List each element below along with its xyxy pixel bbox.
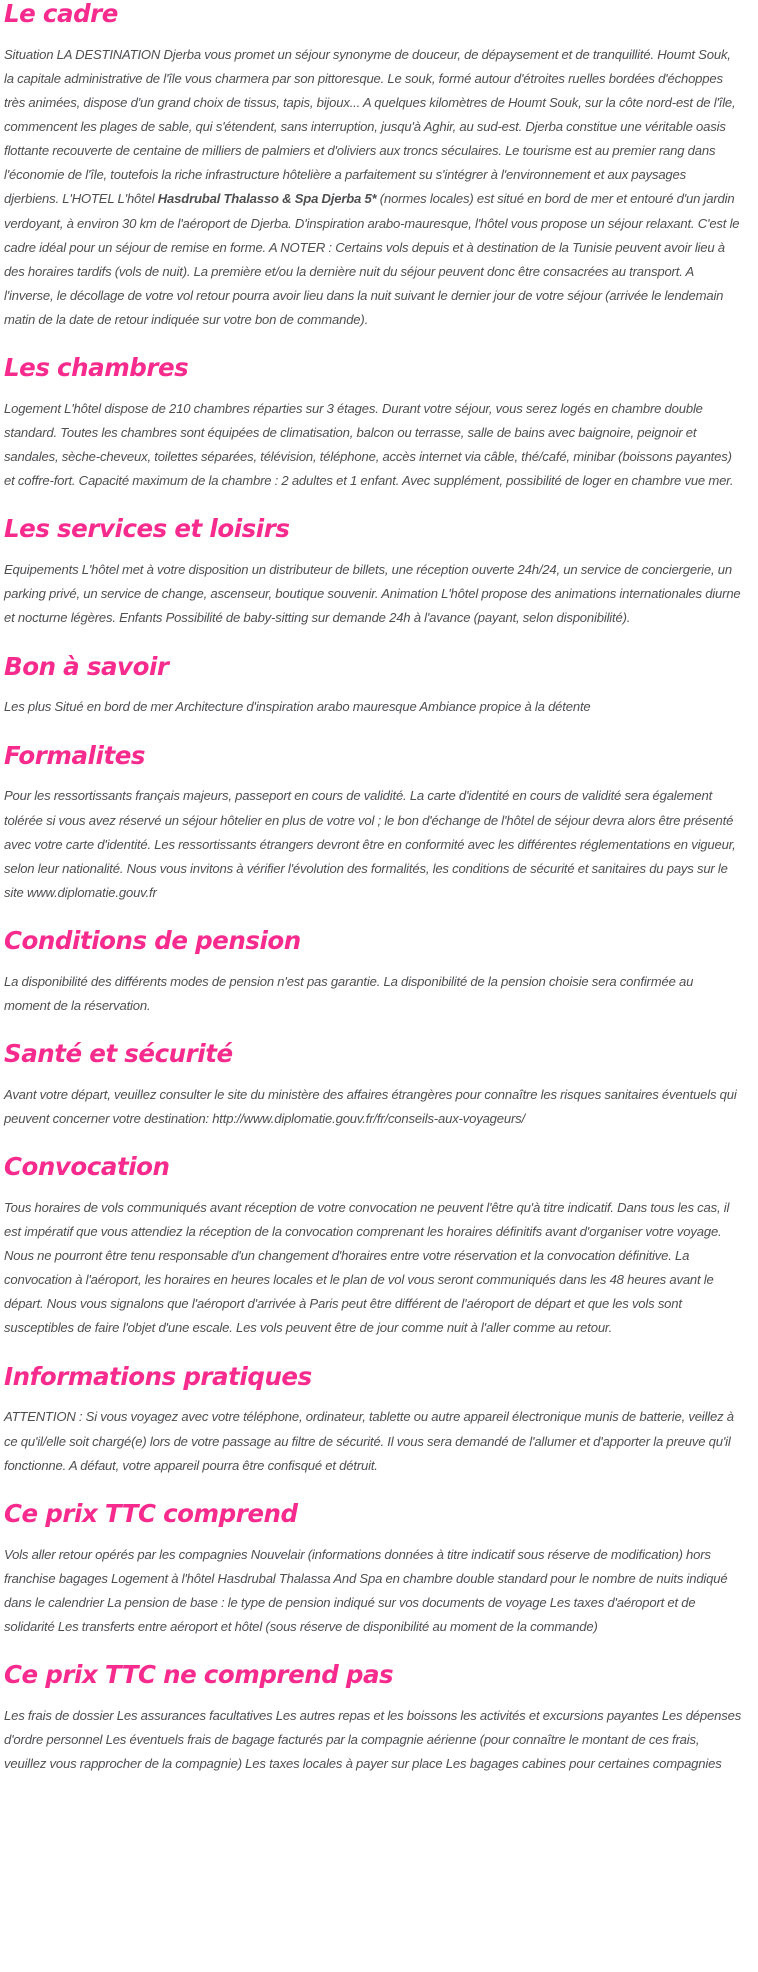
- section-title-le-cadre: Le cadre: [4, 0, 118, 28]
- section-title-sante-et-securite: Santé et sécurité: [4, 1038, 233, 1068]
- section-title-informations-pratiques: Informations pratiques: [4, 1361, 312, 1391]
- hotel-name-bold: Hasdrubal Thalasso & Spa Djerba 5*: [157, 191, 377, 207]
- section-body-ce-prix-ttc-ne-comprend-pas: Les frais de dossier Les assurances facultatives Les autres repas et les boissons les activités et excursions payantes Les dépenses d'ordre personnel Les éventuels frais de bagage facturés par la compagnie aérienne (pour connaître le montant de ces frais, veuillez vous rapprocher de la compagnie) Les taxes locales à payer sur place Les bagages cabines pour certaines compagnies: [4, 1707, 742, 1772]
- section-bon-a-savoir: [4, 653, 742, 720]
- section-ce-prix-ttc-ne-comprend-pas: [4, 1661, 742, 1776]
- section-sante-et-securite: [4, 1040, 742, 1131]
- section-title-ce-prix-ttc-ne-comprend-pas: Ce prix TTC ne comprend pas: [4, 1660, 394, 1689]
- section-convocation: [4, 1153, 742, 1340]
- section-title-ce-prix-ttc-comprend: Ce prix TTC comprend: [4, 1498, 298, 1528]
- section-body-convocation: Tous horaires de vols communiqués avant réception de votre convocation ne peuvent l'être qu'à titre indicatif. Dans tous les cas, il est impératif que vous attendiez la réception de la convocation comprenant les horaires définitifs avant d'organiser votre voyage. Nous ne pourront être tenu responsable d'un changement d'horaires entre votre réservation et la convocation définitive. La convocation à l'aéroport, les horaires en heures locales et le plan de vol vous seront communiqués dans les 48 heures avant le départ. Nous vous signalons que l'aéroport d'arrivée à Paris peut être différent de l'aéroport de départ et que les vols sont susceptibles de faire l'objet d'une escale. Les vols peuvent être de jour comme nuit à l'aller comme au retour.: [4, 1199, 730, 1336]
- section-body-bon-a-savoir: Les plus Situé en bord de mer Architecture d'inspiration arabo mauresque Ambiance propice à la détente: [4, 699, 591, 715]
- section-le-cadre: [4, 0, 742, 332]
- section-title-les-chambres: Les chambres: [4, 353, 189, 383]
- section-body-ce-prix-ttc-comprend: Vols aller retour opérés par les compagnies Nouvelair (informations données à titre indicatif sous réserve de modification) hors franchise bagages Logement à l'hôtel Hasdrubal Thalassa And Spa en chambre double standard pour le nombre de nuits indiqué dans le calendrier La pension de base : le type de pension indiqué sur vos documents de voyage Les taxes d'aéroport et de solidarité Les transferts entre aéroport et hôtel (sous réserve de disponibilité au moment de la commande): [4, 1546, 728, 1634]
- section-body-les-services-et-loisirs: Equipements L'hôtel met à votre disposition un distributeur de billets, une réception ouverte 24h/24, un service de conciergerie, un parking privé, un service de change, ascenseur, boutique souvenir. Animation L'hôtel propose des animations internationales diurne et nocturne légères. Enfants Possibilité de baby-sitting sur demande 24h à l'avance (payant, selon disponibilité).: [4, 562, 741, 626]
- section-les-services-et-loisirs: [4, 515, 742, 630]
- section-body-les-chambres: Logement L'hôtel dispose de 210 chambres réparties sur 3 étages. Durant votre séjour, vous serez logés en chambre double standard. Toutes les chambres sont équipées de climatisation, balcon ou terrasse, salle de bains avec baignoire, peignoir et sandales, sèche-cheveux, toilettes séparées, télévision, téléphone, accès internet via câble, thé/café, minibar (boissons payantes) et coffre-fort. Capacité maximum de la chambre : 2 adultes et 1 enfant. Avec supplément, possibilité de loger en chambre vue mer.: [4, 400, 734, 489]
- body-text-pre: Situation LA DESTINATION Djerba vous promet un séjour synonyme de douceur, de dépaysement et de tranquillité. Houmt Souk, la capitale administrative de l'île vous charmera par son pittoresque. Le souk, formé autour d'étroites ruelles bordées d'échoppes très animées, dispose d'un grand choix de tissus, tapis, bijoux... A quelques kilomètres de Houmt Souk, sur la côte nord-est de l'île, commencent les plages de sable, qui s'étendent, sans interruption, jusqu'à Aghir, au sud-est. Djerba constitue une véritable oasis flottante recouverte de centaine de milliers de palmiers et d'oliviers aux troncs séculaires. Le tourisme est au premier rang dans l'économie de l'île, toutefois la riche infrastructure hôtelière a parfaitement su s'intégrer à l'environnement et aux paysages djerbiens. L'HOTEL L'hôtel: [4, 46, 736, 207]
- section-body-le-cadre: [4, 43, 742, 332]
- section-body-sante-et-securite: Avant votre départ, veuillez consulter le site du ministère des affaires étrangères pour connaître les risques sanitaires éventuels qui peuvent concerner votre destination: http://www.diplomatie.gouv.fr/fr/conseils-aux-voyageurs/: [4, 1086, 737, 1126]
- section-body-informations-pratiques: ATTENTION : Si vous voyagez avec votre téléphone, ordinateur, tablette ou autre appareil électronique munis de batterie, veillez à ce qu'il/elle soit chargé(e) lors de votre passage au filtre de sécurité. Il vous sera demandé de l'allumer et d'apporter la preuve qu'il fonctionne. A défaut, votre appareil pourra être confisqué et détruit.: [4, 1409, 734, 1473]
- section-body-formalites: Pour les ressortissants français majeurs, passeport en cours de validité. La carte d'identité en cours de validité sera également tolérée si vous avez réservé un séjour hôtelier en plus de votre vol ; le bon d'échange de l'hôtel de séjour devra alors être présenté avec votre carte d'identité. Les ressortissants étrangers devront être en conformité avec les différentes réglementations en vigueur, selon leur nationalité. Nous vous invitons à vérifier l'évolution des formalités, les conditions de sécurité et sanitaires du pays sur le site www.diplomatie.gouv.fr: [4, 788, 736, 900]
- section-title-bon-a-savoir: Bon à savoir: [4, 651, 169, 681]
- section-formalites: [4, 742, 742, 905]
- section-title-conditions-de-pension: Conditions de pension: [4, 925, 301, 955]
- section-title-formalites: Formalites: [4, 740, 146, 770]
- section-conditions-de-pension: [4, 927, 742, 1018]
- section-informations-pratiques: [4, 1363, 742, 1478]
- section-ce-prix-ttc-comprend: [4, 1500, 742, 1639]
- section-body-conditions-de-pension: La disponibilité des différents modes de pension n'est pas garantie. La disponibilité de la pension choisie sera confirmée au moment de la réservation.: [4, 973, 694, 1013]
- section-title-les-services-et-loisirs: Les services et loisirs: [4, 514, 290, 544]
- section-title-convocation: Convocation: [4, 1152, 170, 1182]
- section-les-chambres: [4, 354, 742, 493]
- body-text-post: (normes locales) est situé en bord de mer et entouré d'un jardin verdoyant, à environ 30 km de l'aéroport de Djerba. D'inspiration arabo-mauresque, l'hôtel vous propose un séjour relaxant. C'est le cadre idéal pour un séjour de remise en forme. A NOTER : Certains vols depuis et à destination de la Tunisie peuvent avoir lieu à des horaires tardifs (vols de nuit). La première et/ou la dernière nuit du séjour peuvent donc être consacrées au transport. A l'inverse, le décollage de votre vol retour pourra avoir lieu dans la nuit suivant le dernier jour de votre séjour (arrivée le lendemain matin de la date de retour indiquée sur votre bon de commande).: [4, 191, 740, 327]
